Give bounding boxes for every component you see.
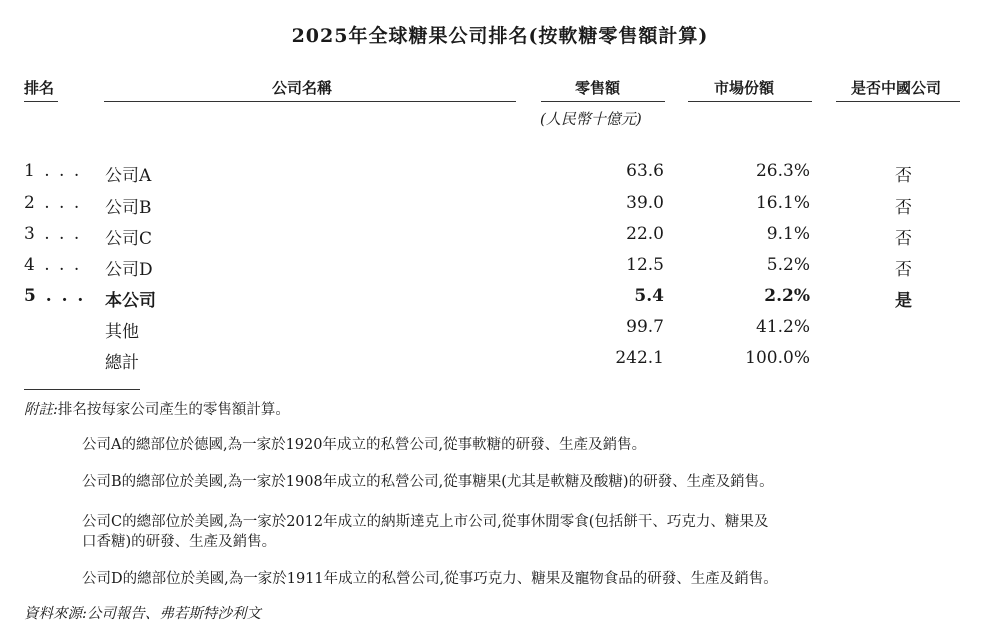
header-company: 公司名稱 bbox=[272, 79, 333, 97]
note-company-d: 公司D的總部位於美國,為一家於1911年成立的私營公司,從事巧克力、糖果及寵物食品的研發、生產及銷售。 bbox=[82, 571, 778, 587]
rank-cell: 4 . . . bbox=[24, 255, 82, 275]
footnote bbox=[24, 398, 290, 419]
company-name-cell: 公司B bbox=[105, 198, 152, 218]
table-row-others bbox=[0, 317, 1000, 347]
table-row-total bbox=[0, 348, 1000, 378]
share-cell: 26.3% bbox=[755, 161, 810, 181]
share-cell: 9.1% bbox=[766, 224, 810, 244]
table-title: 2025年全球糖果公司排名(按軟糖零售額計算) bbox=[291, 25, 709, 47]
share-cell: 16.1% bbox=[755, 193, 810, 213]
footnote-label: 附註: bbox=[24, 402, 58, 418]
header-sales: 零售額 bbox=[575, 79, 621, 97]
table-row bbox=[0, 193, 1000, 223]
rank-cell: 5 . . . bbox=[24, 286, 86, 306]
footnote-text: 排名按每家公司產生的零售額計算。 bbox=[57, 402, 290, 418]
share-cell: 5.2% bbox=[766, 255, 810, 275]
header-share: 市場份額 bbox=[714, 79, 775, 97]
is-china-cell: 是 bbox=[895, 291, 912, 311]
source-note: 資料來源:公司報告、弗若斯特沙利文 bbox=[24, 606, 261, 622]
rank-cell: 2 . . . bbox=[24, 193, 82, 213]
rank-cell: 1 . . . bbox=[24, 161, 82, 181]
note-company-c-line1: 公司C的總部位於美國,為一家於2012年成立的納斯達克上市公司,從事休閒零食(包括餅干、巧克力、糖果及 bbox=[82, 514, 769, 530]
company-name-cell: 總計 bbox=[105, 353, 139, 373]
header-rule-rank bbox=[24, 101, 58, 102]
sales-cell: 63.6 bbox=[626, 161, 664, 181]
note-company-b: 公司B的總部位於美國,為一家於1908年成立的私營公司,從事糖果(尤其是軟糖及酸糖)的研發、生產及銷售。 bbox=[82, 474, 774, 490]
is-china-cell: 否 bbox=[895, 198, 912, 218]
sales-cell: 5.4 bbox=[634, 286, 664, 306]
table-row bbox=[0, 224, 1000, 254]
sales-cell: 22.0 bbox=[626, 224, 664, 244]
header-rule-sales bbox=[541, 101, 665, 102]
header-is-china: 是否中國公司 bbox=[851, 79, 942, 97]
sales-cell: 242.1 bbox=[615, 348, 664, 368]
sales-cell: 12.5 bbox=[626, 255, 664, 275]
sales-cell: 39.0 bbox=[626, 193, 664, 213]
is-china-cell: 否 bbox=[895, 260, 912, 280]
table-row bbox=[0, 255, 1000, 285]
footnote-divider bbox=[24, 389, 140, 390]
company-name-cell: 公司C bbox=[105, 229, 153, 249]
header-rule-is-china bbox=[836, 101, 960, 102]
header-rule-share bbox=[688, 101, 812, 102]
rank-cell: 3 . . . bbox=[24, 224, 82, 244]
sales-cell: 99.7 bbox=[626, 317, 664, 337]
share-cell: 41.2% bbox=[755, 317, 810, 337]
header-rank: 排名 bbox=[24, 79, 55, 97]
is-china-cell: 否 bbox=[895, 166, 912, 186]
table-row bbox=[0, 161, 1000, 191]
note-company-a: 公司A的總部位於德國,為一家於1920年成立的私營公司,從事軟糖的研發、生產及銷售。 bbox=[82, 437, 647, 453]
company-name-cell: 其他 bbox=[105, 322, 139, 342]
sales-unit-label: (人民幣十億元) bbox=[540, 110, 642, 128]
share-cell: 100.0% bbox=[745, 348, 810, 368]
company-name-cell: 公司A bbox=[105, 166, 152, 186]
company-name-cell: 本公司 bbox=[105, 291, 156, 311]
note-company-c-line2: 口香糖)的研發、生產及銷售。 bbox=[82, 534, 277, 550]
company-name-cell: 公司D bbox=[105, 260, 153, 280]
table-row-our-company bbox=[0, 286, 1000, 316]
header-rule-company bbox=[104, 101, 516, 102]
is-china-cell: 否 bbox=[895, 229, 912, 249]
share-cell: 2.2% bbox=[764, 286, 810, 306]
